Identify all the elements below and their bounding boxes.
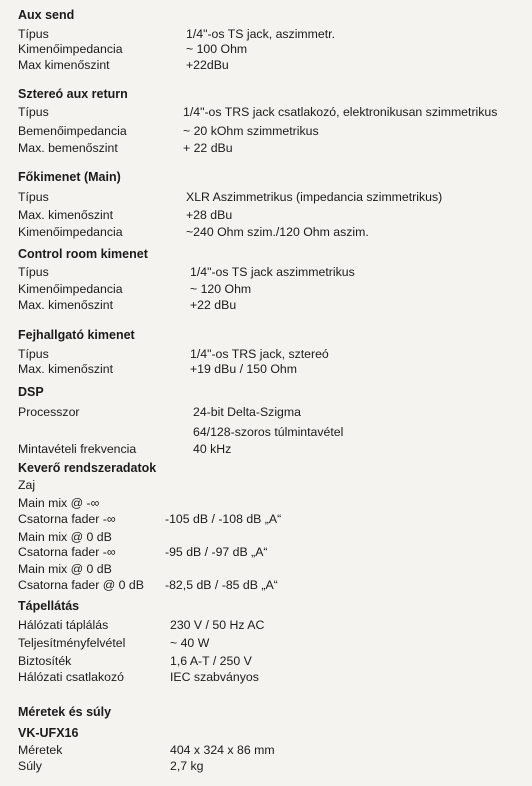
spec-value: 1,6 A-T / 250 V (170, 654, 252, 668)
spec-label: Max. kimenőszint (18, 298, 113, 312)
spec-value: 24-bit Delta-Szigma (193, 405, 301, 419)
section-title-main-output: Főkimenet (Main) (18, 170, 121, 184)
spec-label: Processzor (18, 405, 80, 419)
spec-label: Main mix @ 0 dB (18, 530, 112, 544)
section-title-headphone-output: Fejhallgató kimenet (18, 328, 135, 342)
spec-value: 40 kHz (193, 442, 232, 456)
spec-value: 1/4"-os TS jack aszimmetrikus (190, 265, 355, 279)
spec-value: 64/128-szoros túlmintavétel (193, 425, 344, 439)
spec-label: Kimenőimpedancia (18, 225, 123, 239)
spec-label: Típus (18, 27, 49, 41)
section-title-control-room-output: Control room kimenet (18, 247, 148, 261)
spec-label: Max. kimenőszint (18, 208, 113, 222)
spec-label: Main mix @ -∞ (18, 496, 100, 510)
spec-label: Típus (18, 347, 49, 361)
spec-value: +28 dBu (186, 208, 233, 222)
section-title-dimensions-weight: Méretek és súly (18, 705, 112, 719)
spec-label: Típus (18, 190, 49, 204)
spec-label: Teljesítményfelvétel (18, 636, 126, 650)
spec-value: ~ 20 kOhm szimmetrikus (183, 124, 319, 138)
spec-label: Csatorna fader @ 0 dB (18, 578, 144, 592)
spec-label: Típus (18, 265, 49, 279)
spec-value: ~240 Ohm szim./120 Ohm aszim. (186, 225, 369, 239)
spec-value: -95 dB / -97 dB „A“ (165, 545, 268, 559)
spec-value: -105 dB / -108 dB „A“ (165, 512, 282, 526)
spec-value: XLR Aszimmetrikus (impedancia szimmetrikus) (186, 190, 443, 204)
spec-label: Hálózati táplálás (18, 618, 109, 632)
section-title-mixer-system-data: Keverő rendszeradatok (18, 461, 157, 475)
section-title-power-supply: Tápellátás (18, 599, 80, 613)
section-title-model: VK-UFX16 (18, 726, 79, 740)
section-title-stereo-aux-return: Sztereó aux return (18, 87, 128, 101)
spec-label: Main mix @ 0 dB (18, 562, 112, 576)
spec-label: Méretek (18, 743, 63, 757)
spec-value: +22dBu (186, 58, 229, 72)
spec-label: Típus (18, 105, 49, 119)
spec-value: 404 x 324 x 86 mm (170, 743, 275, 757)
spec-label: Csatorna fader -∞ (18, 512, 116, 526)
spec-label: Max. bemenőszint (18, 141, 118, 155)
spec-label: Biztosíték (18, 654, 72, 668)
spec-value: +22 dBu (190, 298, 237, 312)
spec-label: Hálózati csatlakozó (18, 670, 124, 684)
spec-label: Zaj (18, 478, 36, 492)
spec-value: 1/4"-os TS jack, aszimmetr. (186, 27, 336, 41)
spec-value: -82,5 dB / -85 dB „A“ (165, 578, 278, 592)
spec-label: Súly (18, 759, 42, 773)
spec-value: + 22 dBu (183, 141, 233, 155)
section-title-dsp: DSP (18, 385, 44, 399)
spec-label: Max kimenőszint (18, 58, 110, 72)
spec-value: ~ 100 Ohm (186, 42, 248, 56)
spec-label: Csatorna fader -∞ (18, 545, 116, 559)
spec-label: Max. kimenőszint (18, 362, 113, 376)
spec-value: 230 V / 50 Hz AC (170, 618, 265, 632)
spec-value: +19 dBu / 150 Ohm (190, 362, 297, 376)
spec-label: Bemenőimpedancia (18, 124, 127, 138)
spec-value: 1/4"-os TRS jack csatlakozó, elektronikusan szimmetrikus (183, 105, 498, 119)
spec-label: Kimenőimpedancia (18, 282, 123, 296)
spec-value: 1/4"-os TRS jack, sztereó (190, 347, 329, 361)
spec-value: ~ 40 W (170, 636, 210, 650)
section-title-aux-send: Aux send (18, 8, 75, 22)
spec-label: Mintavételi frekvencia (18, 442, 137, 456)
spec-value: IEC szabványos (170, 670, 259, 684)
spec-label: Kimenőimpedancia (18, 42, 123, 56)
spec-value: 2,7 kg (170, 759, 204, 773)
spec-value: ~ 120 Ohm (190, 282, 252, 296)
